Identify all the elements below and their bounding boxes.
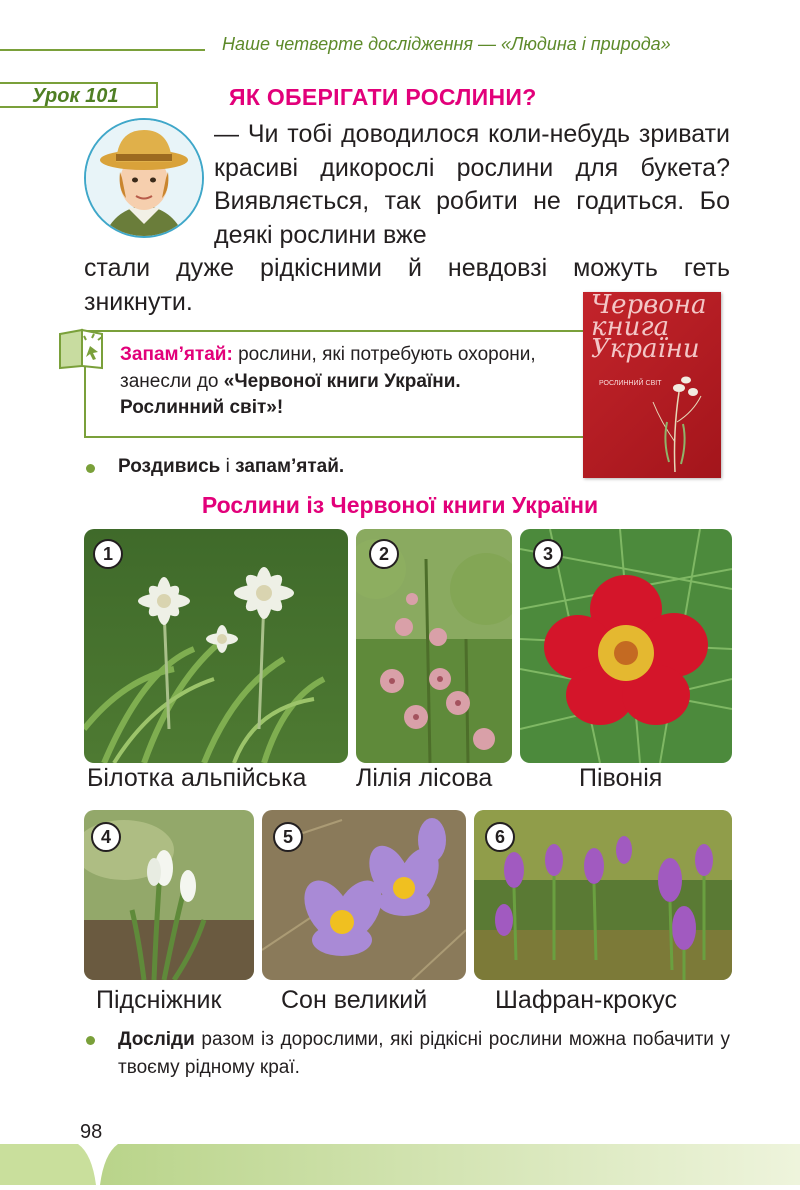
caption-pasqueflower: Сон великий bbox=[281, 986, 428, 1014]
task-verb-remember: запам’ятай. bbox=[235, 456, 345, 477]
footer-band bbox=[0, 1144, 800, 1185]
photo-number-1: 1 bbox=[93, 539, 123, 569]
task-look-remember bbox=[118, 456, 344, 478]
photo-number-3: 3 bbox=[533, 539, 563, 569]
remember-book-name: «Червоної книги України. Рослинний світ»! bbox=[120, 370, 461, 418]
avatar bbox=[84, 118, 204, 238]
caption-edelweiss: Білотка альпійська bbox=[87, 764, 307, 792]
section-title: Рослини із Червоної книги України bbox=[201, 492, 599, 518]
boy-in-hat-icon bbox=[86, 120, 202, 236]
remember-body: рослини, які потребують охорони, занесли до bbox=[120, 344, 536, 392]
task-verb-explore: Досліди bbox=[118, 1029, 195, 1050]
lesson-tag-label: Урок 101 bbox=[32, 85, 119, 107]
task-verb-look: Роздивись bbox=[118, 456, 221, 477]
task-explore-body: разом із дорослими, які рідкісні рослини можна побачити у твоєму рідному краї. bbox=[118, 1029, 730, 1078]
lesson-title: ЯК ОБЕРІГАТИ РОСЛИНИ? bbox=[229, 84, 537, 110]
bullet bbox=[86, 464, 95, 473]
intro-paragraph-start: — Чи тобі доводилося коли-небудь зривати красиві дикорослі рослини для букета? Виявляється, так робити не годиться. Бо деякі рослини вже bbox=[214, 120, 730, 249]
bullet bbox=[86, 1036, 95, 1045]
photo-number-5: 5 bbox=[273, 822, 303, 852]
photo-number-2: 2 bbox=[369, 539, 399, 569]
header-rule bbox=[0, 49, 205, 51]
photo-pasqueflower bbox=[262, 810, 466, 980]
lily-drawing-icon bbox=[583, 292, 721, 478]
red-book-title: Червона книга України bbox=[591, 292, 707, 364]
red-book-cover bbox=[583, 292, 721, 478]
photo-martagon-lily bbox=[356, 529, 512, 763]
photo-snowdrop bbox=[84, 810, 254, 980]
caption-snowdrop: Підсніжник bbox=[96, 986, 222, 1014]
photo-peony bbox=[520, 529, 732, 763]
red-book-subtitle: РОСЛИННИЙ СВІТ bbox=[599, 380, 662, 387]
photo-number-6: 6 bbox=[485, 822, 515, 852]
task-conj: і bbox=[220, 456, 236, 477]
remember-text bbox=[120, 342, 570, 422]
intro-paragraph-end: стали дуже рідкісними й невдовзі можуть геть зникнути. bbox=[84, 254, 730, 316]
task-explore bbox=[118, 1026, 730, 1082]
photo-edelweiss bbox=[84, 529, 348, 763]
caption-peony: Півонія bbox=[579, 764, 663, 792]
photo-number-4: 4 bbox=[91, 822, 121, 852]
caption-martagon-lily: Лілія лісова bbox=[356, 764, 493, 792]
photo-crocus bbox=[474, 810, 732, 980]
page-number: 98 bbox=[80, 1121, 103, 1143]
caption-crocus: Шафран-крокус bbox=[495, 986, 678, 1014]
remember-label: Запам’ятай: bbox=[120, 344, 233, 365]
open-book-icon bbox=[58, 326, 108, 370]
running-title: Наше четверте дослідження — «Людина і природа» bbox=[222, 34, 671, 54]
lesson-tag bbox=[0, 82, 158, 108]
